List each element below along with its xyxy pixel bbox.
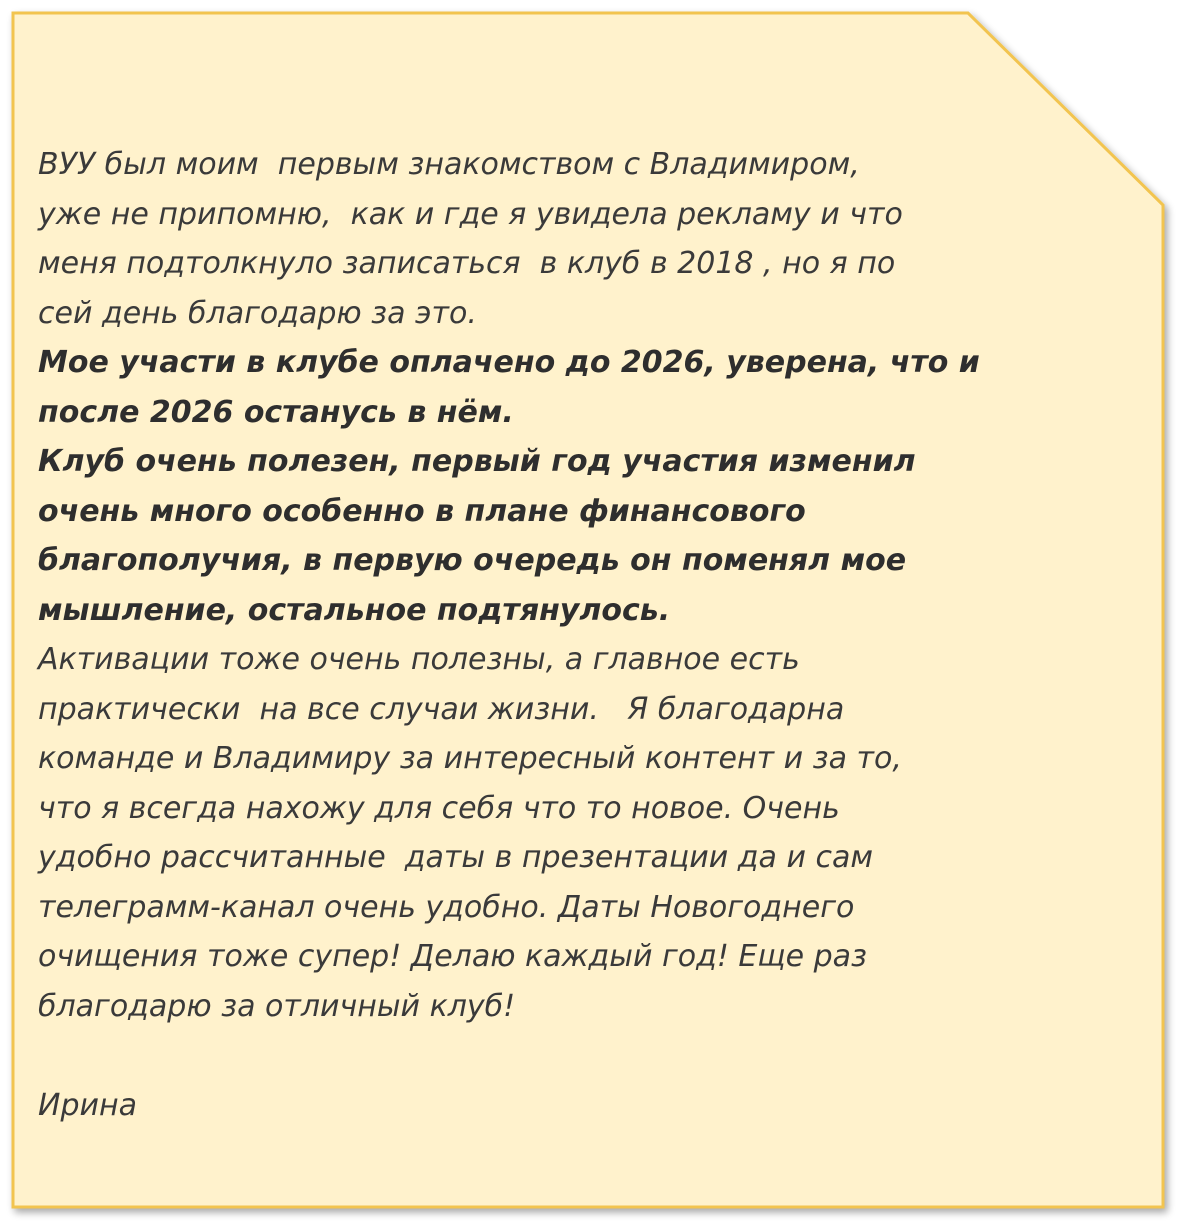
text-line: телеграмм-канал очень удобно. Даты Новогоднего bbox=[38, 889, 855, 925]
text-line: что я всегда нахожу для себя что то новое. Очень bbox=[38, 790, 840, 826]
signature: Ирина bbox=[38, 1087, 137, 1123]
text-line: очищения тоже супер! Делаю каждый год! Еще раз bbox=[38, 939, 867, 974]
text-line: уже не припомню, как и где я увидела рекламу и что bbox=[38, 196, 903, 232]
text-line: благодарю за отличный клуб! bbox=[38, 988, 516, 1024]
text-line-bold: благополучия, в первую очередь он поменял мое bbox=[38, 543, 907, 578]
text-line-bold: Клуб очень полезен, первый год участия изменил bbox=[38, 444, 916, 479]
text-line: сей день благодарю за это. bbox=[38, 295, 477, 331]
text-line: удобно рассчитанные даты в презентации да и сам bbox=[38, 840, 873, 875]
text-line-bold: Мое участи в клубе оплачено до 2026, уверена, что и bbox=[38, 345, 980, 380]
text-line: практически на все случаи жизни. Я благодарна bbox=[38, 691, 845, 727]
text-line-bold: после 2026 останусь в нём. bbox=[38, 394, 514, 430]
text-line: Активации тоже очень полезны, а главное есть bbox=[38, 642, 800, 677]
text-line: ВУУ был моим первым знакомством с Владимиром, bbox=[38, 147, 860, 182]
note-body bbox=[38, 140, 1078, 1130]
blank-line bbox=[38, 1031, 1078, 1081]
text-line: команде и Владимиру за интересный контент и за то, bbox=[38, 741, 902, 776]
text-line-bold: очень много особенно в плане финансового bbox=[38, 493, 806, 529]
text-line: меня подтолкнуло записаться в клуб в 2018 , но я по bbox=[38, 246, 896, 281]
text-line-bold: мышление, остальное подтянулось. bbox=[38, 592, 671, 628]
